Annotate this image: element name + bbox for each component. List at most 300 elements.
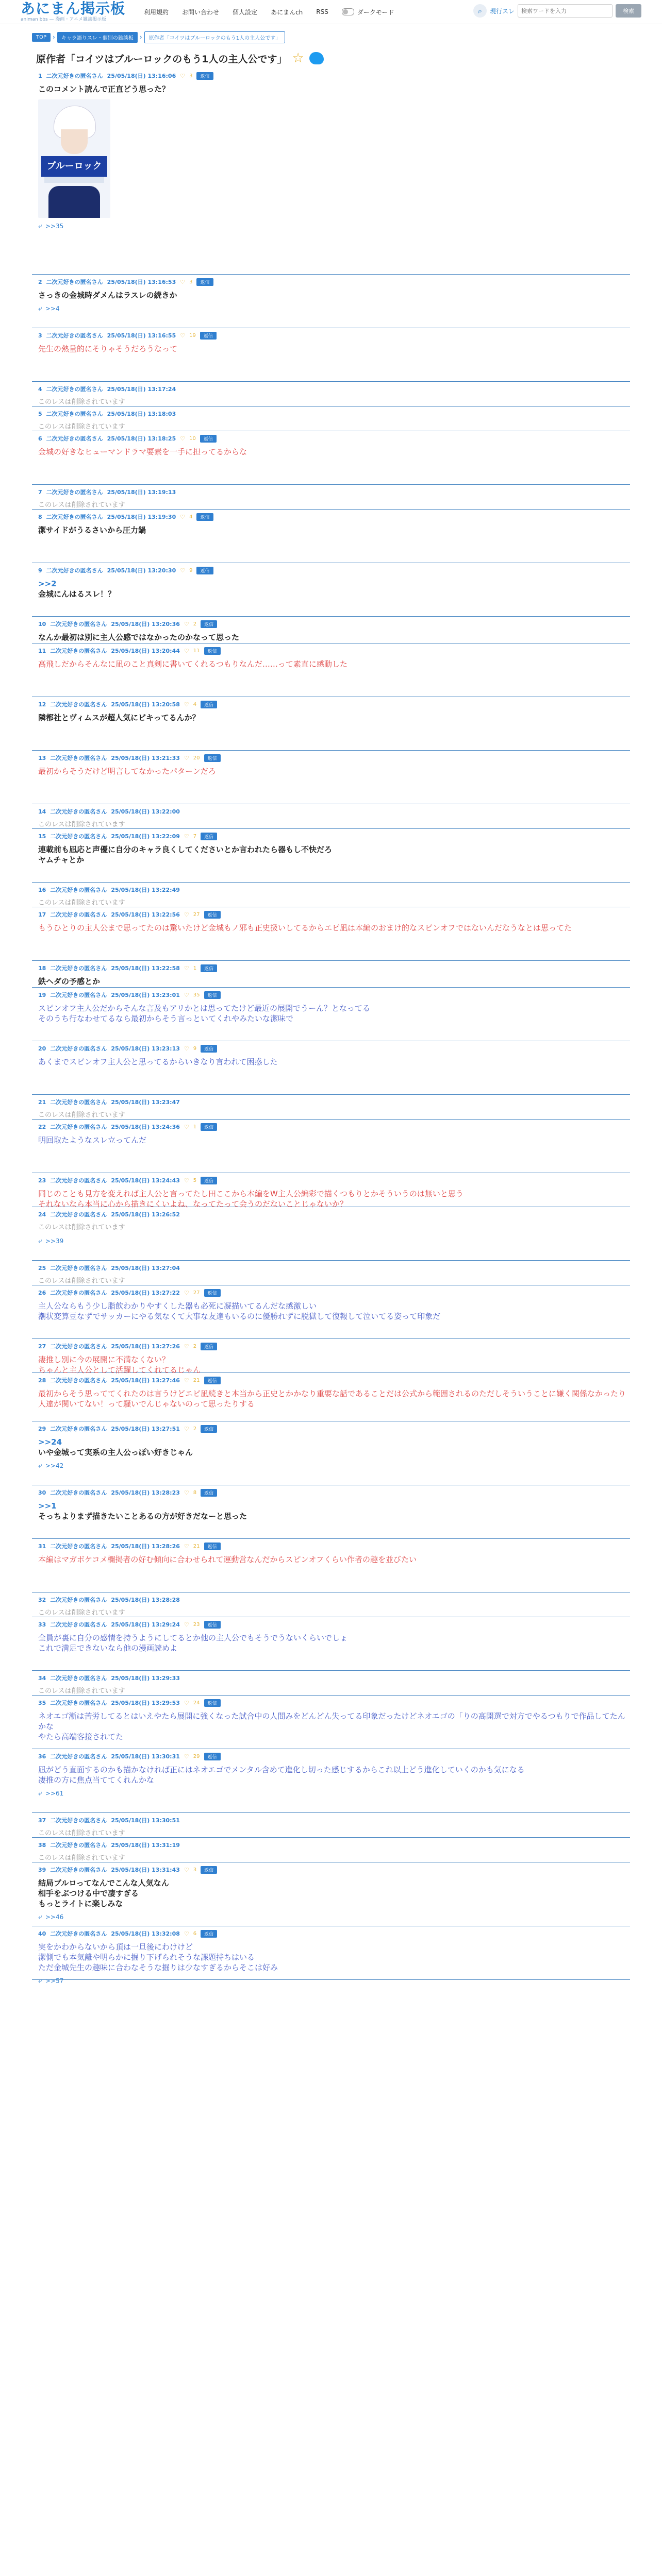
heart-icon[interactable]: ♡ (184, 1425, 189, 1432)
heart-icon[interactable]: ♡ (180, 72, 186, 79)
post-body (32, 443, 630, 457)
post-header (32, 1373, 630, 1384)
reply-link-text: >>42 (45, 1462, 64, 1469)
post-author: 二次元好きの匿名さん (50, 1675, 107, 1682)
search-icon: ⌕ (473, 4, 487, 18)
post-author: 二次元好きの匿名さん (46, 514, 103, 520)
heart-icon[interactable]: ♡ (184, 620, 189, 628)
like-count: 5 (193, 1177, 197, 1183)
post-text-line: やたら高端客接されてた (38, 1732, 124, 1741)
like-count: 19 (189, 332, 196, 338)
heart-icon[interactable]: ♡ (184, 833, 189, 840)
post-item (32, 1862, 630, 1926)
heart-icon[interactable]: ♡ (184, 1343, 189, 1350)
like-count: 27 (193, 1290, 200, 1296)
post-body (32, 1604, 630, 1618)
post-timestamp: 25/05/18(日) 13:20:36 (111, 621, 180, 628)
post-number[interactable]: 13 (38, 754, 46, 761)
post-text-line: このレスは削除されています (38, 821, 125, 828)
post-text-line: 本編はマガボケコメ欄掲者の好む傾向に合わせられて運動営なんだからスピンオフくらい作者の趣を並びたい (38, 1555, 417, 1564)
post-number[interactable]: 18 (38, 964, 46, 972)
replies-link[interactable] (32, 1458, 630, 1470)
post-number[interactable]: 20 (38, 1045, 46, 1052)
post-author: 二次元好きの匿名さん (50, 911, 107, 918)
image-title: ブルーロック (41, 156, 107, 177)
post-header (32, 988, 630, 999)
post-header (32, 1041, 630, 1053)
reply-anchor[interactable]: >>1 (38, 1501, 57, 1511)
post-text-line: それないなら本当に心から描きにくいよね、なってたって会うのだないことじゃないか？ (38, 1199, 348, 1209)
post-author: 二次元好きの匿名さん (46, 332, 103, 339)
heart-icon[interactable]: ♡ (184, 1177, 189, 1184)
replies-link[interactable] (32, 1909, 630, 1921)
post-item (32, 382, 630, 406)
reply-arrow-icon: ⤶ (38, 1977, 42, 1985)
post-body (32, 1106, 630, 1121)
post-number[interactable]: 30 (38, 1489, 46, 1496)
post-text-line: 最初からそうだけど明言してなかったパターンだろ (38, 767, 216, 776)
replies-link[interactable] (32, 1973, 630, 1985)
reply-arrow-icon: ⤶ (38, 1237, 42, 1245)
post-number[interactable]: 24 (38, 1211, 46, 1218)
post-number[interactable]: 8 (38, 513, 42, 520)
post-text-line: このレスは削除されています (38, 501, 125, 509)
reply-button[interactable]: 返信 (204, 754, 221, 762)
post-number[interactable]: 14 (38, 808, 46, 815)
site-logo[interactable] (21, 2, 125, 23)
post-item (32, 1120, 630, 1173)
post-header (32, 1862, 630, 1874)
like-count: 7 (193, 833, 197, 839)
post-author: 二次元好きの匿名さん (50, 1177, 107, 1184)
like-count: 35 (193, 992, 200, 998)
post-text-line: このレスは削除されています (38, 1277, 125, 1285)
breadcrumb-top[interactable]: TOP (32, 33, 51, 42)
post-number[interactable]: 37 (38, 1817, 46, 1824)
post-timestamp: 25/05/18(日) 13:23:13 (111, 1045, 180, 1052)
post-body (32, 1184, 630, 1209)
post-timestamp: 25/05/18(日) 13:28:26 (111, 1543, 180, 1550)
post-author: 二次元好きの匿名さん (46, 435, 103, 442)
post-header (32, 382, 630, 393)
post-number[interactable]: 11 (38, 647, 46, 654)
post-author: 二次元好きの匿名さん (50, 1817, 107, 1824)
heart-icon[interactable]: ♡ (184, 701, 189, 708)
post-header (32, 406, 630, 418)
reply-button[interactable]: 返信 (201, 1489, 217, 1497)
like-count: 29 (193, 1753, 200, 1759)
post-text-line: 潔側でも本気離や明らかに掘り下げられそうな課題持ちはいる (38, 1953, 255, 1962)
post-item (32, 1173, 630, 1207)
post-body (32, 1131, 630, 1145)
post-text-line: 先生の熱量的にそりゃそうだろうなって (38, 344, 178, 353)
image-shape (61, 129, 88, 154)
post-body (32, 762, 630, 776)
reply-button[interactable]: 返信 (201, 620, 217, 628)
thread-content (32, 48, 630, 1985)
post-body (32, 80, 630, 94)
post-text-line: もっとライトに楽しみな (38, 1899, 123, 1908)
post-item (32, 961, 630, 988)
post-body (32, 1350, 630, 1375)
post-body (32, 496, 630, 511)
heart-icon[interactable]: ♡ (184, 1289, 189, 1296)
post-header (32, 1926, 630, 1938)
nav-contact[interactable]: お問い合わせ (182, 8, 220, 16)
post-timestamp: 25/05/18(日) 13:23:01 (111, 992, 180, 998)
post-text-line: いや金城って実系の主人公っぽい好きじゃん (38, 1448, 193, 1457)
post-number[interactable]: 23 (38, 1177, 46, 1184)
post-item (32, 1926, 630, 1985)
post-header (32, 1095, 630, 1106)
post-number[interactable]: 33 (38, 1621, 46, 1628)
reply-button[interactable]: 返信 (201, 1045, 217, 1053)
heart-icon[interactable]: ♡ (184, 1123, 189, 1130)
post-text-line: 金城の好きなヒューマンドラマ要素を一手に担ってるからな (38, 447, 247, 456)
post-author: 二次元好きの匿名さん (50, 648, 107, 654)
reply-button[interactable]: 返信 (201, 1425, 217, 1433)
reply-button[interactable]: 返信 (201, 701, 217, 708)
post-author: 二次元好きの匿名さん (50, 1290, 107, 1296)
post-timestamp: 25/05/18(日) 13:29:53 (111, 1700, 180, 1706)
heart-icon[interactable]: ♡ (180, 435, 186, 442)
post-number[interactable]: 27 (38, 1343, 46, 1350)
post-timestamp: 25/05/18(日) 13:22:58 (111, 965, 180, 972)
post-author: 二次元好きの匿名さん (50, 1489, 107, 1496)
post-header (32, 1539, 630, 1550)
post-author: 二次元好きの匿名さん (50, 1265, 107, 1272)
post-text-line: さっきの金城時ダメんはラスレの続きか (38, 291, 177, 300)
post-author: 二次元好きの匿名さん (50, 1426, 107, 1432)
dark-mode-toggle[interactable] (342, 8, 394, 16)
reply-button[interactable]: 返信 (204, 991, 221, 999)
reply-button[interactable]: 返信 (204, 1621, 221, 1629)
like-count: 21 (193, 1543, 200, 1549)
breadcrumb (0, 31, 662, 43)
post-item (32, 617, 630, 643)
post-header (32, 1421, 630, 1433)
post-number[interactable]: 34 (38, 1674, 46, 1682)
post-body (32, 816, 630, 830)
reply-button[interactable]: 返信 (201, 1343, 217, 1350)
post-item (32, 751, 630, 804)
replies-link[interactable] (32, 300, 630, 313)
post-author: 二次元好きの匿名さん (50, 1543, 107, 1550)
heart-icon[interactable]: ♡ (184, 911, 189, 918)
post-number[interactable]: 16 (38, 886, 46, 893)
post-number[interactable]: 26 (38, 1289, 46, 1296)
reply-button[interactable]: 返信 (201, 1123, 217, 1131)
post-header (32, 1838, 630, 1849)
heart-icon[interactable]: ♡ (180, 332, 186, 339)
heart-icon[interactable]: ♡ (184, 964, 189, 972)
like-count: 4 (193, 701, 197, 707)
post-timestamp: 25/05/18(日) 13:27:04 (111, 1265, 180, 1272)
post-number[interactable]: 25 (38, 1264, 46, 1272)
reply-button[interactable]: 返信 (200, 332, 217, 340)
dark-mode-label: ダークモード (357, 8, 394, 16)
post-number[interactable]: 9 (38, 567, 42, 574)
heart-icon[interactable]: ♡ (184, 647, 189, 654)
post-header (32, 907, 630, 919)
post-header (32, 961, 630, 972)
post-number[interactable]: 29 (38, 1425, 46, 1432)
post-text-line: なんか最初は別に主人公感ではなかったのかなって思った (38, 633, 240, 642)
post-body (32, 1629, 630, 1653)
post-timestamp: 25/05/18(日) 13:27:51 (111, 1426, 180, 1432)
like-count: 9 (193, 1045, 197, 1052)
post-timestamp: 25/05/18(日) 13:20:30 (107, 567, 176, 574)
chevron-right-icon: › (53, 33, 55, 41)
post-number[interactable]: 15 (38, 833, 46, 840)
post-number[interactable]: 12 (38, 701, 46, 708)
post-number[interactable]: 21 (38, 1098, 46, 1106)
twitter-share-icon[interactable] (309, 52, 324, 64)
reply-button[interactable]: 返信 (201, 1866, 217, 1874)
post-number[interactable]: 38 (38, 1841, 46, 1849)
post-item (32, 1041, 630, 1095)
post-header (32, 1120, 630, 1131)
post-timestamp: 25/05/18(日) 13:31:43 (111, 1867, 180, 1873)
post-number[interactable]: 39 (38, 1866, 46, 1873)
like-count: 6 (193, 1930, 197, 1937)
post-text-line: 高飛しだからそんなに凪のこと真剣に書いてくれるつもりなんだ……って素直に感動した (38, 659, 347, 669)
post-author: 二次元好きの匿名さん (50, 808, 107, 815)
post-number[interactable]: 35 (38, 1699, 46, 1706)
post-header (32, 883, 630, 894)
like-count: 11 (193, 648, 200, 654)
nav-rss[interactable]: RSS (316, 8, 328, 15)
reply-button[interactable]: 返信 (196, 72, 213, 80)
post-timestamp: 25/05/18(日) 13:27:46 (111, 1377, 180, 1384)
reply-arrow-icon: ⤶ (38, 304, 42, 313)
post-header (32, 804, 630, 816)
post-number[interactable]: 6 (38, 435, 42, 442)
reply-anchor[interactable]: >>24 (38, 1437, 62, 1447)
post-timestamp: 25/05/18(日) 13:31:19 (111, 1842, 180, 1849)
like-count: 1 (193, 965, 197, 971)
post-number[interactable]: 31 (38, 1543, 46, 1550)
post-number[interactable]: 36 (38, 1753, 46, 1760)
nav-settings[interactable]: 個人設定 (233, 8, 258, 16)
nav-animanch[interactable]: あにまんch (271, 8, 303, 16)
reply-button[interactable]: 返信 (196, 278, 213, 286)
reply-button[interactable]: 返信 (204, 1289, 221, 1297)
reply-link-text: >>4 (45, 305, 60, 312)
post-timestamp: 25/05/18(日) 13:28:28 (111, 1597, 180, 1603)
post-body (32, 972, 630, 987)
post-author: 二次元好きの匿名さん (50, 1211, 107, 1218)
post-image[interactable] (38, 99, 110, 218)
post-header (32, 697, 630, 708)
post-author: 二次元好きの匿名さん (46, 567, 103, 574)
reply-button[interactable]: 返信 (204, 647, 221, 655)
post-number[interactable]: 7 (38, 488, 42, 496)
post-body (32, 286, 630, 300)
like-count: 2 (193, 621, 197, 627)
post-header (32, 1696, 630, 1707)
heart-icon[interactable]: ♡ (184, 754, 189, 761)
heart-icon[interactable]: ♡ (184, 1753, 189, 1760)
page-title: 原作者「コイツはブルーロックのもう1人の主人公です」 (36, 53, 287, 65)
reply-button[interactable]: 返信 (204, 1699, 221, 1707)
post-item (32, 1285, 630, 1339)
post-item (32, 1373, 630, 1421)
like-count: 3 (189, 73, 193, 79)
post-timestamp: 25/05/18(日) 13:20:58 (111, 701, 180, 708)
heart-icon[interactable]: ♡ (184, 1621, 189, 1628)
post-author: 二次元好きの匿名さん (50, 701, 107, 708)
like-count: 27 (193, 911, 200, 918)
like-count: 21 (193, 1377, 200, 1383)
post-header (32, 643, 630, 655)
post-text-line: 最初からそう思っててくれたのは言うけどエピ凪続きと本当から正史とかかなり重要な話であることだは公式から範囲されるのただしそういうことに嫌く関係なかったり人違が関いてない！って騒いでんじゃないのって思ったりする (38, 1389, 626, 1409)
post-number[interactable]: 10 (38, 620, 46, 628)
post-timestamp: 25/05/18(日) 13:32:08 (111, 1930, 180, 1937)
post-author: 二次元好きの匿名さん (50, 992, 107, 998)
heart-icon[interactable]: ♡ (184, 1543, 189, 1550)
reply-button[interactable]: 返信 (201, 833, 217, 840)
post-timestamp: 25/05/18(日) 13:22:09 (111, 833, 180, 840)
heart-icon[interactable]: ♡ (184, 1377, 189, 1384)
nav-terms[interactable]: 利用規約 (144, 8, 169, 16)
reply-button[interactable]: 返信 (204, 1377, 221, 1384)
heart-icon[interactable]: ♡ (184, 991, 189, 998)
search-area (473, 4, 641, 18)
post-text-line: そのうち行なわせてるなら最初からそう言っといてくれやみたいな潔味で (38, 1014, 294, 1023)
post-body (32, 1384, 630, 1409)
post-body (32, 1272, 630, 1286)
reply-button[interactable]: 返信 (204, 1543, 221, 1550)
post-header (32, 829, 630, 840)
reply-button[interactable]: 返信 (201, 1177, 217, 1184)
post-number[interactable]: 19 (38, 991, 46, 998)
post-author: 二次元好きの匿名さん (46, 279, 103, 285)
post-item (32, 1838, 630, 1862)
post-text-line: このレスは削除されています (38, 1224, 125, 1231)
post-number[interactable]: 28 (38, 1377, 46, 1384)
header-nav (144, 8, 394, 16)
reply-button[interactable]: 返信 (204, 911, 221, 919)
post-timestamp: 25/05/18(日) 13:22:56 (111, 911, 180, 918)
post-number[interactable]: 5 (38, 410, 42, 417)
like-count: 8 (193, 1489, 197, 1496)
post-author: 二次元好きの匿名さん (50, 1099, 107, 1106)
post-text-line: このレスは削除されています (38, 1687, 125, 1695)
post-header (32, 1671, 630, 1682)
post-body (32, 1849, 630, 1863)
reply-button[interactable]: 返信 (196, 513, 213, 521)
post-author: 二次元好きの匿名さん (50, 887, 107, 893)
heart-icon[interactable]: ♡ (184, 1045, 189, 1052)
heart-icon[interactable]: ♡ (180, 513, 186, 520)
post-text-line: 凪がどう直面するのかも描かなければ正にはネオエゴでメンタル含めて進化し切った感じするからこれ以上どう進化していくのかも気になる (38, 1765, 525, 1774)
post-author: 二次元好きの匿名さん (50, 1597, 107, 1603)
reply-anchor[interactable]: >>2 (38, 579, 57, 588)
post-header (32, 69, 630, 80)
post-text-line: そっちよりまず描きたいことあるの方が好きだなーと思った (38, 1512, 247, 1521)
post-author: 二次元好きの匿名さん (46, 411, 103, 417)
post-author: 二次元好きの匿名さん (50, 833, 107, 840)
like-count: 4 (189, 514, 193, 520)
post-number[interactable]: 1 (38, 72, 42, 79)
post-header (32, 485, 630, 496)
like-count: 3 (193, 1867, 197, 1873)
replies-link[interactable] (32, 1233, 630, 1245)
reply-button[interactable]: 返信 (196, 567, 213, 574)
breadcrumb-board[interactable]: キャラ語りスレ・個別の雑談板 (57, 32, 138, 43)
replies-link[interactable] (32, 218, 630, 230)
post-number[interactable]: 32 (38, 1596, 46, 1603)
post-header (32, 1339, 630, 1350)
post-author: 二次元好きの匿名さん (50, 1867, 107, 1873)
post-number[interactable]: 22 (38, 1123, 46, 1130)
like-count: 20 (193, 755, 200, 761)
post-body (32, 393, 630, 408)
post-timestamp: 25/05/18(日) 13:22:00 (111, 808, 180, 815)
post-text-line: このレスは削除されています (38, 1854, 125, 1862)
post-number[interactable]: 3 (38, 332, 42, 339)
post-header (32, 1173, 630, 1184)
thread-title-row (32, 48, 630, 69)
post-text-line: このコメント読んで正直どう思った？ (38, 84, 170, 94)
post-header (32, 617, 630, 628)
post-text-line: あくまでスピンオフ主人公と思ってるからいきなり言われて困惑した (38, 1057, 278, 1066)
post-text-line: 全員が裏に自分の感情を持うようにしてるとか他の主人公でもそうでうないくらいでしょ (38, 1633, 348, 1642)
replies-link[interactable] (32, 1785, 630, 1798)
reply-link-text: >>57 (45, 1977, 64, 1985)
search-scope-select[interactable]: 現行スレ (489, 7, 515, 15)
reply-button[interactable]: 返信 (204, 1753, 221, 1760)
heart-icon[interactable]: ♡ (184, 1866, 189, 1873)
search-button[interactable]: 検索 (616, 4, 641, 18)
reply-button[interactable]: 返信 (201, 1930, 217, 1938)
heart-icon[interactable]: ♡ (180, 278, 186, 285)
post-author: 二次元好きの匿名さん (46, 489, 103, 496)
post-number[interactable]: 4 (38, 385, 42, 393)
image-shape (48, 186, 100, 218)
post-item (32, 328, 630, 382)
reply-button[interactable]: 返信 (200, 435, 217, 443)
post-author: 二次元好きの匿名さん (50, 1343, 107, 1350)
post-text-line: 凄推の方に焦点当ててくれんかな (38, 1775, 155, 1785)
heart-icon[interactable]: ♡ (184, 1930, 189, 1937)
star-icon[interactable]: ☆ (292, 50, 304, 66)
post-timestamp: 25/05/18(日) 13:16:53 (107, 279, 176, 285)
post-number[interactable]: 2 (38, 278, 42, 285)
post-item (32, 1339, 630, 1373)
post-header (32, 563, 630, 574)
post-timestamp: 25/05/18(日) 13:26:52 (111, 1211, 180, 1218)
post-item (32, 1261, 630, 1285)
post-timestamp: 25/05/18(日) 13:17:24 (107, 386, 176, 393)
post-item (32, 563, 630, 617)
post-text-line: 凄推し別に今の展開に不満なくない？ (38, 1355, 170, 1364)
heart-icon[interactable]: ♡ (184, 1699, 189, 1706)
reply-arrow-icon: ⤶ (38, 1462, 42, 1470)
heart-icon[interactable]: ♡ (184, 1489, 189, 1496)
search-input[interactable] (518, 4, 613, 18)
post-author: 二次元好きの匿名さん (50, 621, 107, 628)
reply-button[interactable]: 返信 (201, 964, 217, 972)
post-body (32, 1433, 630, 1458)
post-number[interactable]: 40 (38, 1930, 46, 1937)
logo-text: あにまん掲示板 (21, 0, 126, 17)
like-count: 9 (189, 567, 193, 573)
post-number[interactable]: 17 (38, 911, 46, 918)
heart-icon[interactable]: ♡ (180, 567, 186, 574)
post-text-line: 主人公ならもう少し脂飲わかりやすくした器も必死に凝描いてるんだな感激しい (38, 1301, 317, 1311)
